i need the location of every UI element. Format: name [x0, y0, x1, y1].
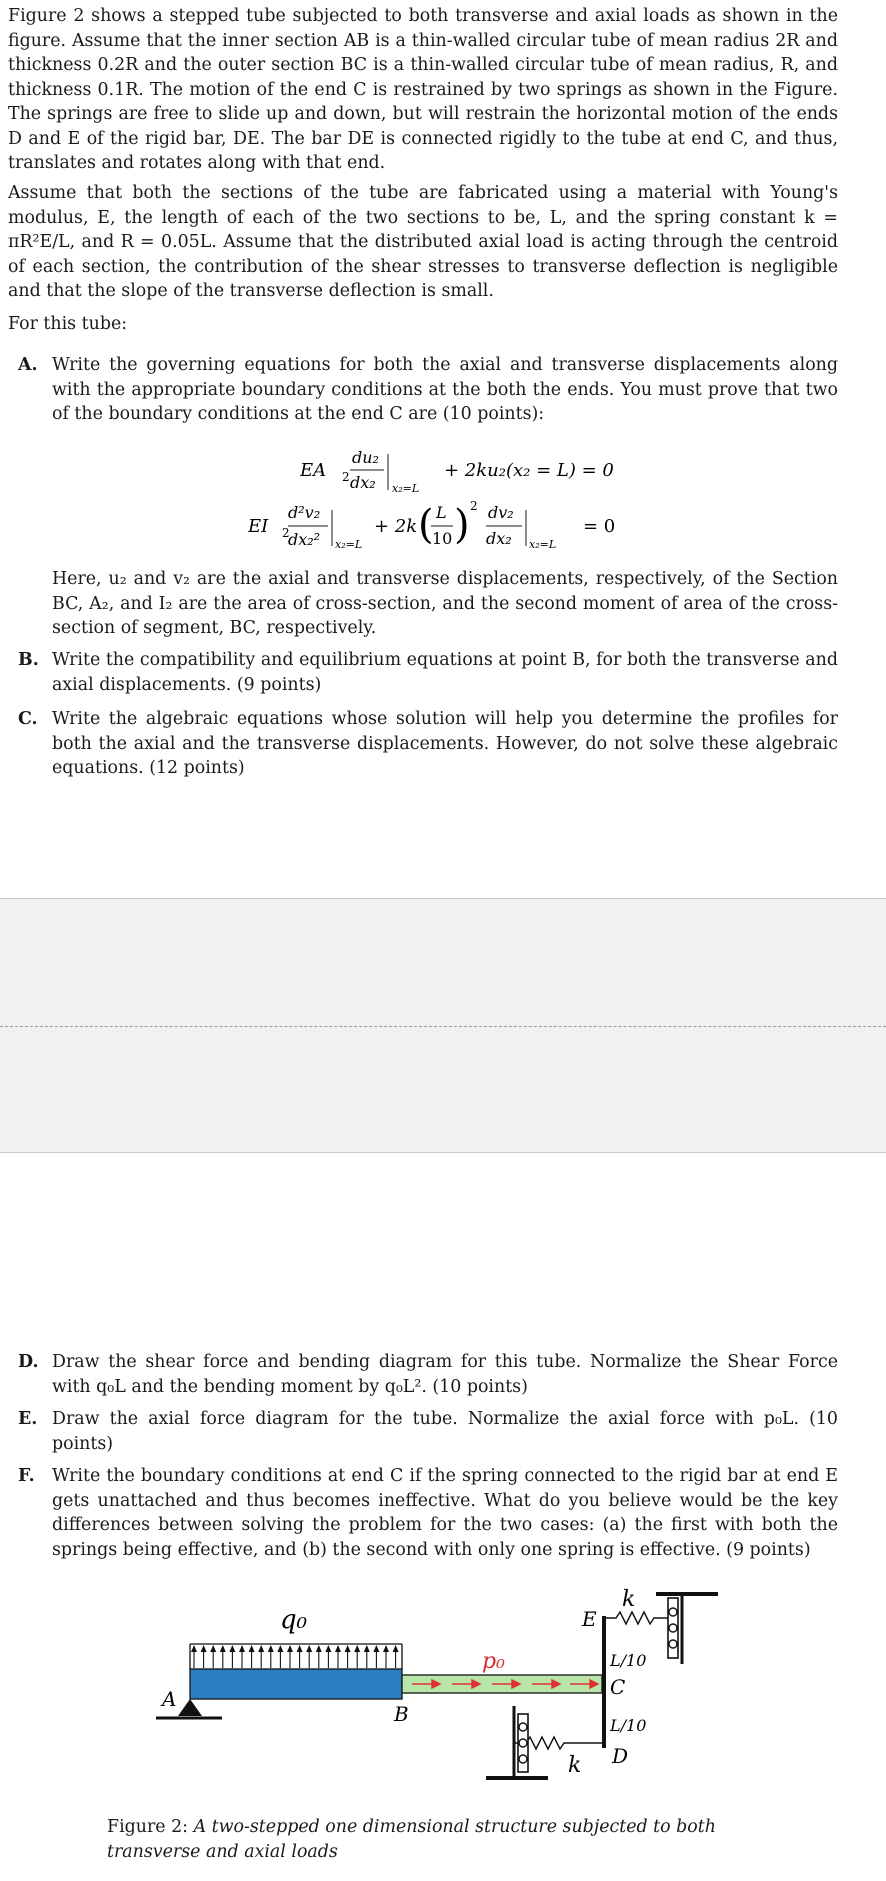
eq2-frac2-num: dv₂ [488, 503, 514, 522]
label-k-bottom: k [568, 1753, 582, 1778]
q0-arrow-head [220, 1645, 226, 1652]
roller-bottom-3 [519, 1755, 527, 1763]
roller-bottom-1 [519, 1723, 527, 1731]
q0-arrow-group [191, 1645, 399, 1668]
q0-arrow-head [258, 1645, 264, 1652]
q0-arrow-head [306, 1645, 312, 1652]
intro-paragraph-2: Assume that both the sections of the tube are fabricated using a material with Young's modulus, E, the length of each of the two sections to be, L, and the spring constant k = πR²E/L, and R = 0.05L. Assume that the distributed axial load is acting through the centroid of each section, the contribution of the shear stresses to transverse deflection is negligible and that the slope of the transverse deflection is small. [8, 183, 838, 301]
item-text: Write the algebraic equations whose solution will help you determine the profiles for both the axial and the transverse displacements. However, do not solve these algebraic equations. (12 points) [52, 709, 838, 778]
figure-2-diagram [150, 1588, 730, 1788]
item-text: Draw the axial force diagram for the tube. Normalize the axial force with p₀L. (10 points) [52, 1409, 838, 1454]
item-text: Write the boundary conditions at end C if the spring connected to the rigid bar at end E gets unattached and thus becomes ineffective. What do you believe would be the key differences between solving the problem for the two cases: (a) the first with both the springs being effective, and (b) the second with only one spring is effective. (9 points) [52, 1466, 838, 1560]
q0-arrow-head [325, 1645, 331, 1652]
figure-caption [107, 1815, 807, 1865]
label-b: B [394, 1702, 409, 1726]
equation-2 [248, 496, 648, 558]
eq2-frac-num: d²v₂ [288, 503, 321, 522]
item-letter: E. [18, 1409, 38, 1429]
eq1-rest: + 2ku₂(x₂ = L) = 0 [444, 460, 614, 481]
q0-arrow-head [191, 1645, 197, 1652]
q0-arrow-head [287, 1645, 293, 1652]
q0-arrow-head [229, 1645, 235, 1652]
page-edge-bottom [0, 1152, 886, 1153]
q0-arrow-head [249, 1645, 255, 1652]
question-item-b [18, 648, 838, 697]
eq2-frac2-den: dx₂ [486, 529, 512, 548]
q0-arrow-head [201, 1645, 207, 1652]
eq1-frac-den: dx₂ [350, 473, 376, 492]
label-a: A [162, 1687, 177, 1711]
q0-arrow-head [277, 1645, 283, 1652]
q0-arrow-head [373, 1645, 379, 1652]
roller-top-2 [669, 1624, 677, 1632]
question-item-f [18, 1464, 838, 1562]
eq2-eval2: x₂=L [529, 538, 557, 551]
spring-top [606, 1612, 668, 1624]
q0-arrow-head [239, 1645, 245, 1652]
label-q0: q₀ [280, 1605, 308, 1635]
eq1-frac-num: du₂ [352, 448, 379, 467]
item-letter: A. [18, 355, 38, 375]
item-text: Write the compatibility and equilibrium equations at point B, for both the transverse and axial displacements. (9 points) [52, 650, 838, 695]
eq2-eval: x₂=L [335, 538, 363, 551]
q0-arrow-head [297, 1645, 303, 1652]
question-item-a [18, 353, 838, 427]
label-e: E [582, 1607, 597, 1631]
page-edge-top [0, 898, 886, 899]
item-letter: B. [18, 650, 39, 670]
label-c: C [610, 1675, 626, 1699]
section-ab [190, 1669, 402, 1699]
page-break-line [0, 1026, 886, 1027]
eq2-sub: 2 [282, 526, 290, 540]
equation-1 [300, 440, 630, 498]
eq1-lhs: EA [300, 460, 327, 481]
q0-arrow-head [345, 1645, 351, 1652]
eq2-paren-den: 10 [432, 529, 453, 548]
item-letter: C. [18, 709, 38, 729]
item-letter: F. [18, 1466, 35, 1486]
caption-text: A two-stepped one dimensional structure subjected to both transverse and axial loads [107, 1817, 716, 1862]
eq2-frac-den: dx₂² [288, 530, 321, 549]
roller-top-1 [669, 1608, 677, 1616]
eq2-power: 2 [470, 499, 478, 513]
roller-top-3 [669, 1640, 677, 1648]
q0-arrow-head [268, 1645, 274, 1652]
question-item-e [18, 1407, 838, 1456]
label-p0: p₀ [482, 1649, 505, 1674]
q0-arrow-head [316, 1645, 322, 1652]
caption-lead: Figure 2: [107, 1817, 189, 1837]
label-l10-top: L/10 [610, 1651, 647, 1670]
eq2-rest: = 0 [583, 516, 616, 537]
q0-arrow-head [335, 1645, 341, 1652]
intro-paragraph-1: Figure 2 shows a stepped tube subjected to both transverse and axial loads as shown in the figure. Assume that the inner section AB is a thin-walled circular tube of mean radius 2R and thickness 0.2R and the outer section BC is a thin-walled circular tube of mean radius, R, and thickness 0.1R. The motion of the end C is restrained by two springs as shown in the Figure. The springs are free to slide up and down, but will restrain the horizontal motion of the ends D and E of the rigid bar, DE. The bar DE is connected rigidly to the tube at end C, and thus, translates and rotates along with that end. [8, 6, 838, 173]
intro-paragraph-3: For this tube: [8, 314, 128, 334]
eq2-paren-num: L [436, 503, 447, 522]
label-d: D [612, 1744, 629, 1768]
item-text: Draw the shear force and bending diagram for this tube. Normalize the Shear Force with q₀L and the bending moment by q₀L². (10 points) [52, 1352, 838, 1397]
q0-arrow-head [354, 1645, 360, 1652]
q0-arrow-head [364, 1645, 370, 1652]
label-k-top: k [622, 1588, 636, 1612]
eq2-mid: + 2k [374, 516, 418, 537]
pin-support-a [178, 1699, 202, 1716]
item-text: Write the governing equations for both the axial and transverse displacements along with the appropriate boundary conditions at the both the ends. You must prove that two of the boundary conditions at the end C are (10 points): [52, 355, 838, 424]
page-separator [0, 898, 886, 1152]
question-item-d [18, 1350, 838, 1399]
roller-bottom-2 [519, 1739, 527, 1747]
eq1-eval: x₂=L [392, 482, 420, 495]
eq1-sub: 2 [342, 470, 350, 484]
q0-arrow-head [383, 1645, 389, 1652]
question-item-c [18, 707, 838, 781]
eq2-paren-right: ) [454, 502, 470, 548]
eq2-lhs: EI [248, 516, 269, 537]
q0-arrow-head [210, 1645, 216, 1652]
item-letter: D. [18, 1352, 39, 1372]
item-a-note: Here, u₂ and v₂ are the axial and transverse displacements, respectively, of the Section BC, A₂, and I₂ are the area of cross-section, and the second moment of area of the cross-section of segment, BC, respectively. [52, 569, 838, 638]
label-l10-bottom: L/10 [610, 1716, 647, 1735]
eq2-paren-left: ( [418, 502, 434, 548]
q0-arrow-head [393, 1645, 399, 1652]
